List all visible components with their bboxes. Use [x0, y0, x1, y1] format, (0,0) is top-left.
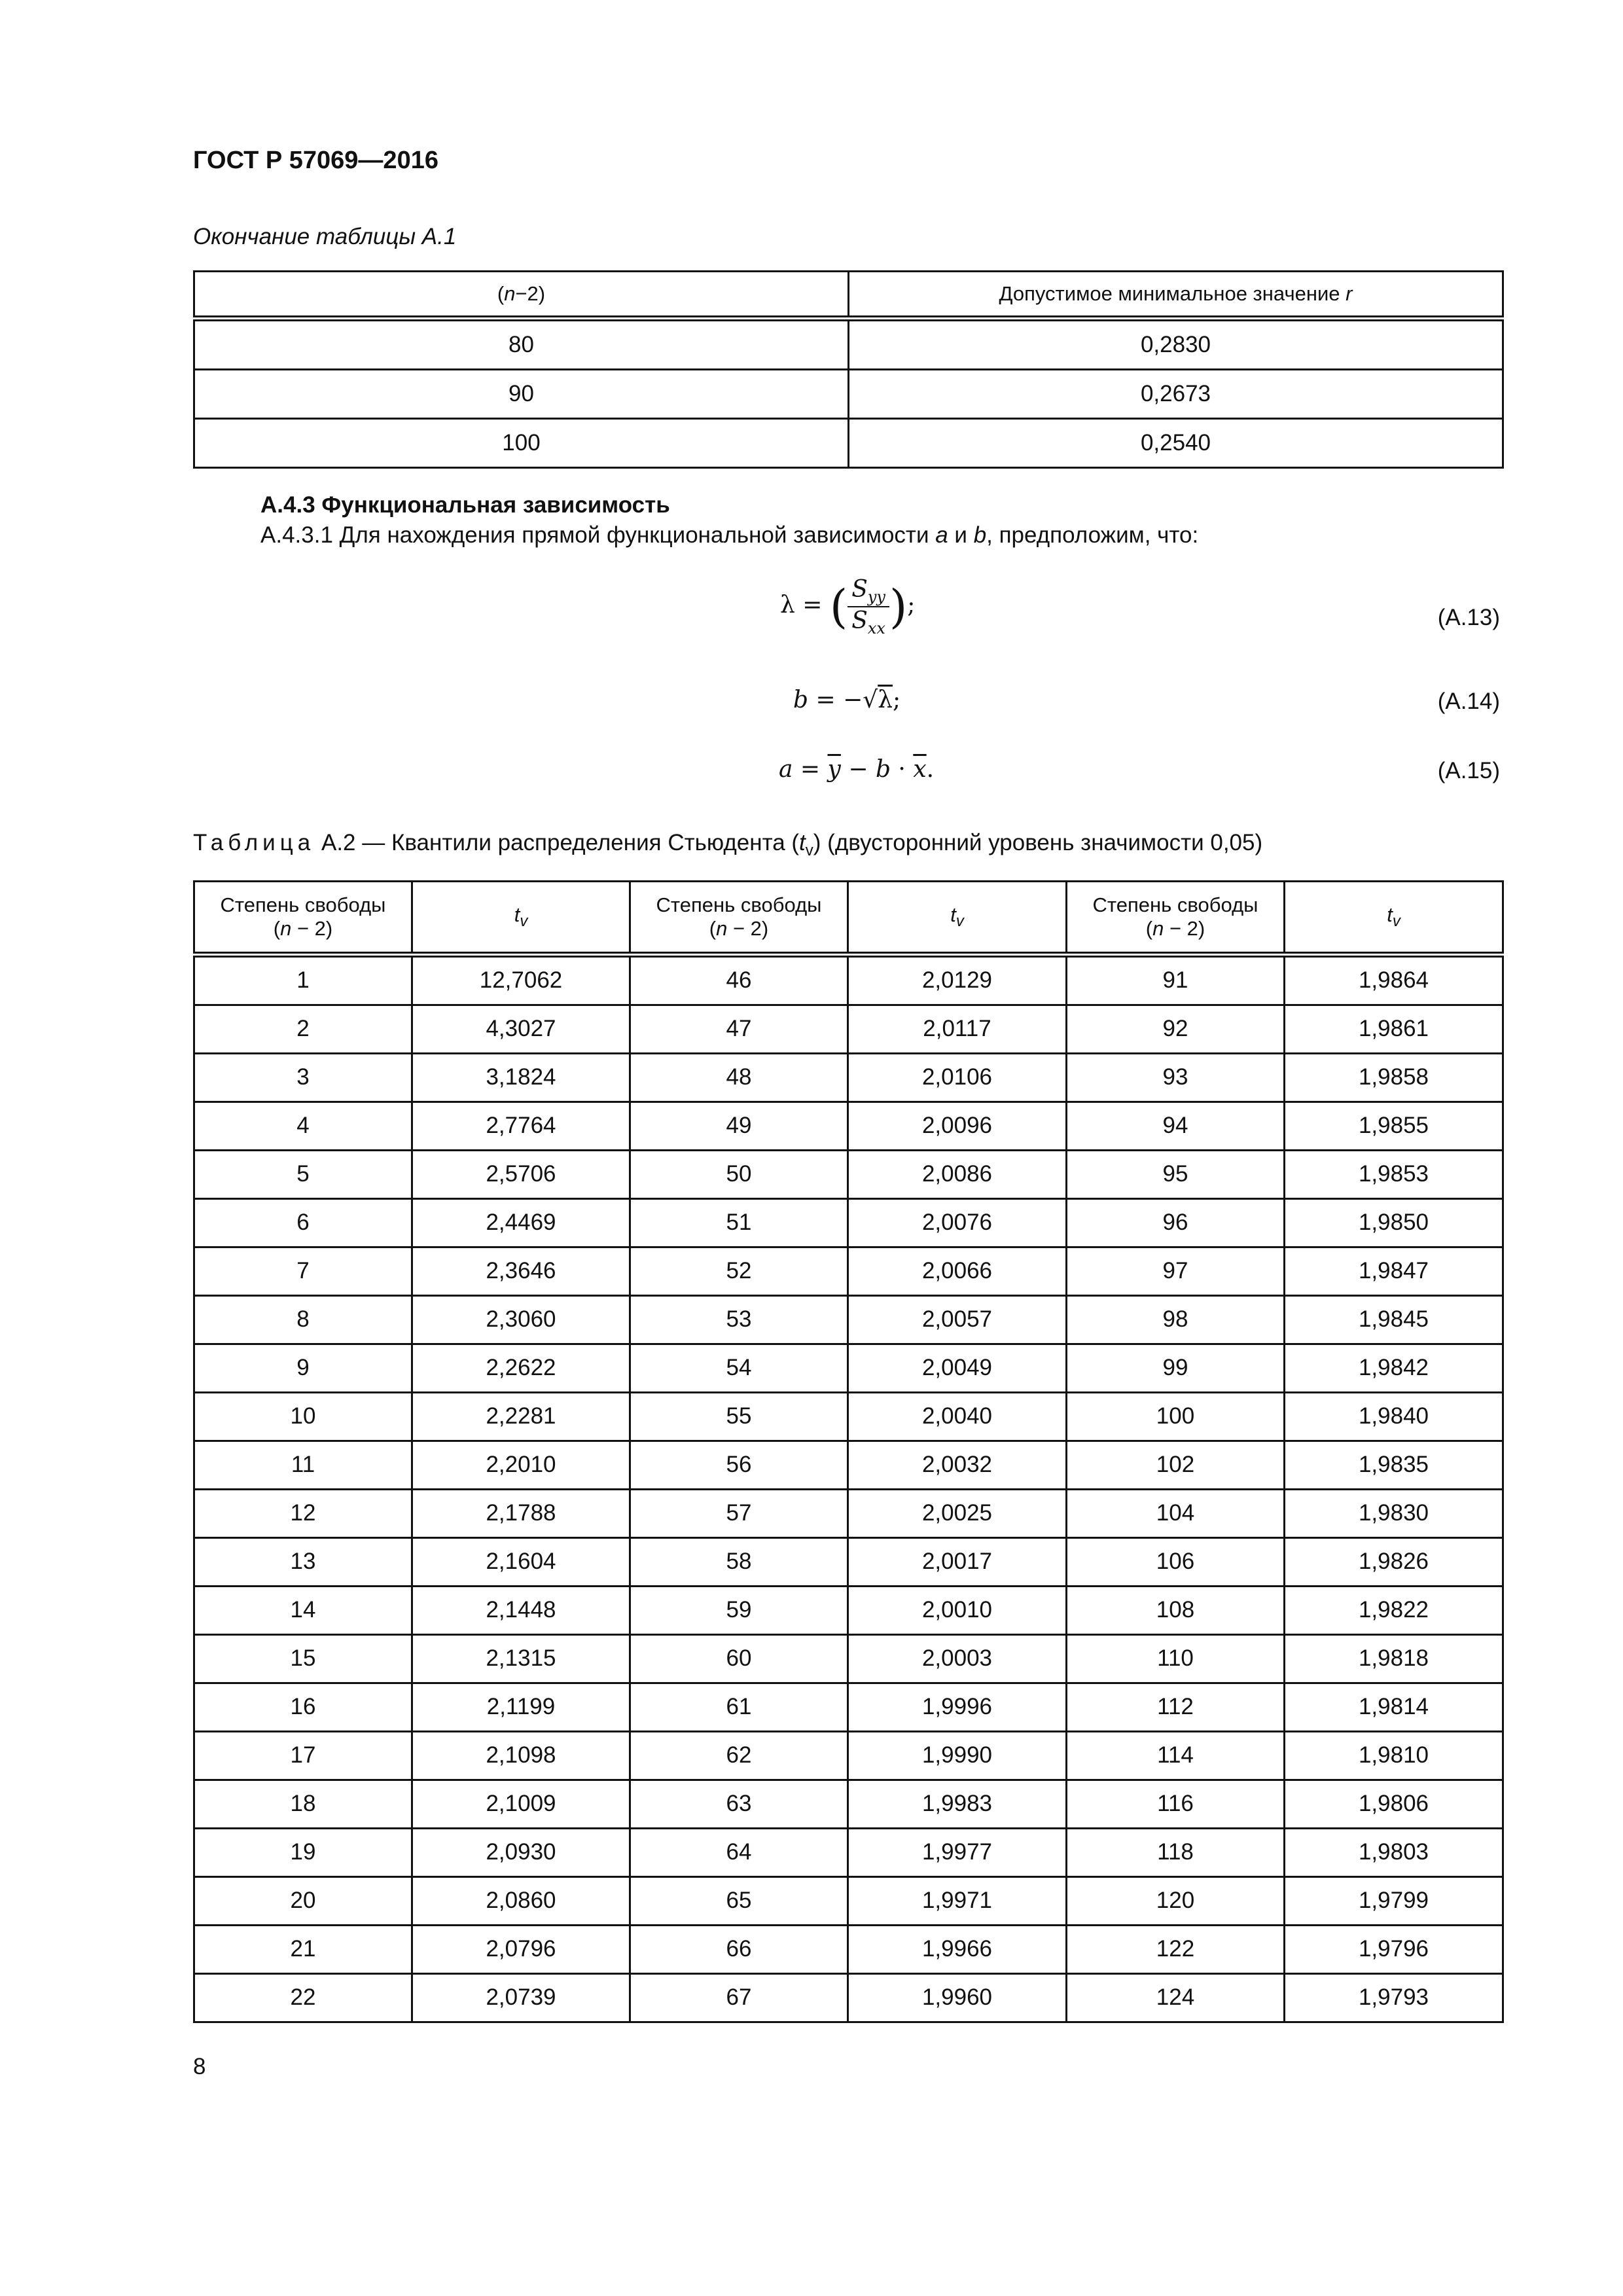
- table1-header-r: Допустимое минимальное значение r: [849, 272, 1503, 319]
- table-cell: 2,0017: [848, 1538, 1067, 1587]
- table-cell: 3,1824: [412, 1054, 630, 1102]
- table-cell: 92: [1067, 1005, 1285, 1054]
- formula-a14-number: (А.14): [1437, 689, 1500, 714]
- table2-row: [194, 1587, 1503, 1635]
- table-cell: 13: [194, 1538, 412, 1587]
- table-cell: 1,9847: [1285, 1247, 1503, 1296]
- table-cell: 2,0860: [412, 1877, 630, 1926]
- table-cell: 1,9966: [848, 1926, 1067, 1974]
- table2-header-t-2: $t_v$: [848, 882, 1067, 955]
- formula-a13: λ = ( $\frac{S_{yy}}{S_{xx}}$ );: [780, 576, 916, 638]
- page-number: 8: [193, 2054, 206, 2079]
- table-cell: 2,5706: [412, 1151, 630, 1199]
- table2-caption-label: Таблица: [193, 830, 315, 855]
- table-cell: 1,9990: [848, 1732, 1067, 1780]
- table-cell: 2,0025: [848, 1490, 1067, 1538]
- table-cell: 118: [1067, 1829, 1285, 1877]
- table-cell: 2,0796: [412, 1926, 630, 1974]
- table2-row: [194, 1538, 1503, 1587]
- table-cell: 61: [630, 1683, 848, 1732]
- table2-header-df-2: Степень свободы (n − 2): [630, 882, 848, 955]
- table2-row: [194, 1296, 1503, 1344]
- table2-body: [194, 955, 1503, 2022]
- table-cell: 48: [630, 1054, 848, 1102]
- table-cell: 100: [1067, 1393, 1285, 1441]
- table-cell: 102: [1067, 1441, 1285, 1490]
- table-cell: 1,9960: [848, 1974, 1067, 2022]
- table-cell: 7: [194, 1247, 412, 1296]
- table-cell: 2,0003: [848, 1635, 1067, 1683]
- table-cell: 17: [194, 1732, 412, 1780]
- table2-row: [194, 1393, 1503, 1441]
- table2-row: [194, 1441, 1503, 1490]
- table2-row: [194, 1199, 1503, 1247]
- table-cell: 2,0129: [848, 955, 1067, 1005]
- table-cell: 95: [1067, 1151, 1285, 1199]
- table-cell: 97: [1067, 1247, 1285, 1296]
- table-cell: 3: [194, 1054, 412, 1102]
- table-cell: 110: [1067, 1635, 1285, 1683]
- table-cell: 108: [1067, 1587, 1285, 1635]
- table-cell: 1,9835: [1285, 1441, 1503, 1490]
- table-cell: 2,1315: [412, 1635, 630, 1683]
- table1-row: [194, 419, 1503, 468]
- table-cell: 62: [630, 1732, 848, 1780]
- table2-row: [194, 1005, 1503, 1054]
- table-cell: 1,9806: [1285, 1780, 1503, 1829]
- table-cell: 2,3060: [412, 1296, 630, 1344]
- table2-row: [194, 1974, 1503, 2022]
- table-cell: 1,9803: [1285, 1829, 1503, 1877]
- table2-row: [194, 1780, 1503, 1829]
- table-cell: 64: [630, 1829, 848, 1877]
- table2-row: [194, 1829, 1503, 1877]
- table-cell: 1,9793: [1285, 1974, 1503, 2022]
- table-cell: 2,1448: [412, 1587, 630, 1635]
- formula-a15: $a = \overline{y} - b \cdot \overline{x}$.: [779, 756, 935, 783]
- table-cell: 1,9864: [1285, 955, 1503, 1005]
- table-cell: 1,9814: [1285, 1683, 1503, 1732]
- table2-row: [194, 1877, 1503, 1926]
- table-cell: 80: [194, 319, 849, 370]
- table-cell: 65: [630, 1877, 848, 1926]
- table-cell: 63: [630, 1780, 848, 1829]
- table2-header-df-3: Степень свободы (n − 2): [1067, 882, 1285, 955]
- table-cell: 112: [1067, 1683, 1285, 1732]
- table-cell: 9: [194, 1344, 412, 1393]
- table-cell: 54: [630, 1344, 848, 1393]
- document-title: ГОСТ Р 57069—2016: [193, 147, 438, 174]
- table-cell: 1,9861: [1285, 1005, 1503, 1054]
- table-cell: 11: [194, 1441, 412, 1490]
- table-cell: 99: [1067, 1344, 1285, 1393]
- table-cell: 2,0739: [412, 1974, 630, 2022]
- table2-row: [194, 1151, 1503, 1199]
- table-cell: 10: [194, 1393, 412, 1441]
- table-cell: 8: [194, 1296, 412, 1344]
- table-cell: 94: [1067, 1102, 1285, 1151]
- table-cell: 1,9822: [1285, 1587, 1503, 1635]
- table1-caption: Окончание таблицы А.1: [193, 224, 457, 249]
- table-cell: 91: [1067, 955, 1285, 1005]
- table-cell: 1,9855: [1285, 1102, 1503, 1151]
- table-cell: 100: [194, 419, 849, 468]
- table-cell: 6: [194, 1199, 412, 1247]
- table-cell: 122: [1067, 1926, 1285, 1974]
- table-cell: 53: [630, 1296, 848, 1344]
- formula-a14: b = −√λ;: [793, 687, 901, 713]
- table2-row: [194, 1102, 1503, 1151]
- table-cell: 90: [194, 370, 849, 419]
- table-cell: 1,9996: [848, 1683, 1067, 1732]
- table1-row: [194, 319, 1503, 370]
- table-cell: 21: [194, 1926, 412, 1974]
- table2-caption: Таблица А.2 — Квантили распределения Стьюдента $(t_v)$ (двусторонний уровень значимости 0,05): [193, 830, 1263, 859]
- table-cell: 1,9810: [1285, 1732, 1503, 1780]
- table-cell: 2,0010: [848, 1587, 1067, 1635]
- table-cell: 1,9853: [1285, 1151, 1503, 1199]
- table-cell: 1,9971: [848, 1877, 1067, 1926]
- table-cell: 1,9842: [1285, 1344, 1503, 1393]
- table-cell: 114: [1067, 1732, 1285, 1780]
- table-cell: 0,2540: [849, 419, 1503, 468]
- table-cell: 93: [1067, 1054, 1285, 1102]
- table-cell: 50: [630, 1151, 848, 1199]
- table-cell: 49: [630, 1102, 848, 1151]
- table-cell: 4: [194, 1102, 412, 1151]
- table1-row: [194, 370, 1503, 419]
- table-cell: 1: [194, 955, 412, 1005]
- table-cell: 1,9840: [1285, 1393, 1503, 1441]
- table-cell: 2,3646: [412, 1247, 630, 1296]
- table-cell: 20: [194, 1877, 412, 1926]
- table-cell: 2: [194, 1005, 412, 1054]
- table-a1-continuation: [193, 270, 1504, 469]
- table-cell: 96: [1067, 1199, 1285, 1247]
- table-cell: 56: [630, 1441, 848, 1490]
- table-cell: 120: [1067, 1877, 1285, 1926]
- table-cell: 2,2622: [412, 1344, 630, 1393]
- table-a2-student-quantiles: [193, 880, 1504, 2023]
- table-cell: 2,2281: [412, 1393, 630, 1441]
- table-cell: 0,2830: [849, 319, 1503, 370]
- table-cell: 2,0117: [848, 1005, 1067, 1054]
- table-cell: 58: [630, 1538, 848, 1587]
- table-cell: 47: [630, 1005, 848, 1054]
- table-cell: 106: [1067, 1538, 1285, 1587]
- formula-a15-number: (А.15): [1437, 758, 1500, 783]
- table-cell: 104: [1067, 1490, 1285, 1538]
- table-cell: 2,0106: [848, 1054, 1067, 1102]
- table1-body: [194, 319, 1503, 468]
- table-cell: 67: [630, 1974, 848, 2022]
- table-cell: 60: [630, 1635, 848, 1683]
- table-cell: 19: [194, 1829, 412, 1877]
- section-heading: А.4.3 Функциональная зависимость: [260, 492, 670, 518]
- table-cell: 2,7764: [412, 1102, 630, 1151]
- table-cell: 2,0096: [848, 1102, 1067, 1151]
- table-cell: 16: [194, 1683, 412, 1732]
- table2-row: [194, 1683, 1503, 1732]
- table-cell: 2,2010: [412, 1441, 630, 1490]
- table-cell: 2,1604: [412, 1538, 630, 1587]
- table-cell: 14: [194, 1587, 412, 1635]
- table-cell: 57: [630, 1490, 848, 1538]
- section-paragraph: А.4.3.1 Для нахождения прямой функциональной зависимости a и b, предположим, что:: [260, 522, 1199, 548]
- table-cell: 12,7062: [412, 955, 630, 1005]
- table-cell: 98: [1067, 1296, 1285, 1344]
- table-cell: 5: [194, 1151, 412, 1199]
- table-cell: 12: [194, 1490, 412, 1538]
- table-cell: 66: [630, 1926, 848, 1974]
- table-cell: 46: [630, 955, 848, 1005]
- table2-row: [194, 955, 1503, 1005]
- table-cell: 2,0930: [412, 1829, 630, 1877]
- table-cell: 4,3027: [412, 1005, 630, 1054]
- table-cell: 22: [194, 1974, 412, 2022]
- table-cell: 124: [1067, 1974, 1285, 2022]
- table2-row: [194, 1344, 1503, 1393]
- table-cell: 1,9818: [1285, 1635, 1503, 1683]
- table-cell: 116: [1067, 1780, 1285, 1829]
- table-cell: 2,0032: [848, 1441, 1067, 1490]
- table-cell: 2,1009: [412, 1780, 630, 1829]
- table2-header-t-1: $t_v$: [412, 882, 630, 955]
- table-cell: 1,9796: [1285, 1926, 1503, 1974]
- table-cell: 18: [194, 1780, 412, 1829]
- table-cell: 1,9826: [1285, 1538, 1503, 1587]
- table2-row: [194, 1247, 1503, 1296]
- table-cell: 1,9799: [1285, 1877, 1503, 1926]
- table-cell: 1,9977: [848, 1829, 1067, 1877]
- table2-row: [194, 1635, 1503, 1683]
- table-cell: 1,9830: [1285, 1490, 1503, 1538]
- table-cell: 1,9845: [1285, 1296, 1503, 1344]
- table-cell: 1,9858: [1285, 1054, 1503, 1102]
- table-cell: 2,0086: [848, 1151, 1067, 1199]
- table-cell: 1,9850: [1285, 1199, 1503, 1247]
- table-cell: 2,1098: [412, 1732, 630, 1780]
- table-cell: 59: [630, 1587, 848, 1635]
- table-cell: 2,1788: [412, 1490, 630, 1538]
- table-cell: 2,0040: [848, 1393, 1067, 1441]
- table-cell: 51: [630, 1199, 848, 1247]
- table2-row: [194, 1732, 1503, 1780]
- table2-row: [194, 1490, 1503, 1538]
- table2-header-t-3: $t_v$: [1285, 882, 1503, 955]
- table-cell: 2,0049: [848, 1344, 1067, 1393]
- table2-row: [194, 1054, 1503, 1102]
- table1-header-n: (n−2): [194, 272, 849, 319]
- table-cell: 2,0076: [848, 1199, 1067, 1247]
- formula-a13-number: (А.13): [1437, 605, 1500, 630]
- table2-header-df-1: Степень свободы (n − 2): [194, 882, 412, 955]
- table2-row: [194, 1926, 1503, 1974]
- table-cell: 2,4469: [412, 1199, 630, 1247]
- table-cell: 15: [194, 1635, 412, 1683]
- table-cell: 0,2673: [849, 370, 1503, 419]
- table-cell: 2,0057: [848, 1296, 1067, 1344]
- table-cell: 2,0066: [848, 1247, 1067, 1296]
- table-cell: 1,9983: [848, 1780, 1067, 1829]
- table-cell: 55: [630, 1393, 848, 1441]
- table-cell: 52: [630, 1247, 848, 1296]
- table-cell: 2,1199: [412, 1683, 630, 1732]
